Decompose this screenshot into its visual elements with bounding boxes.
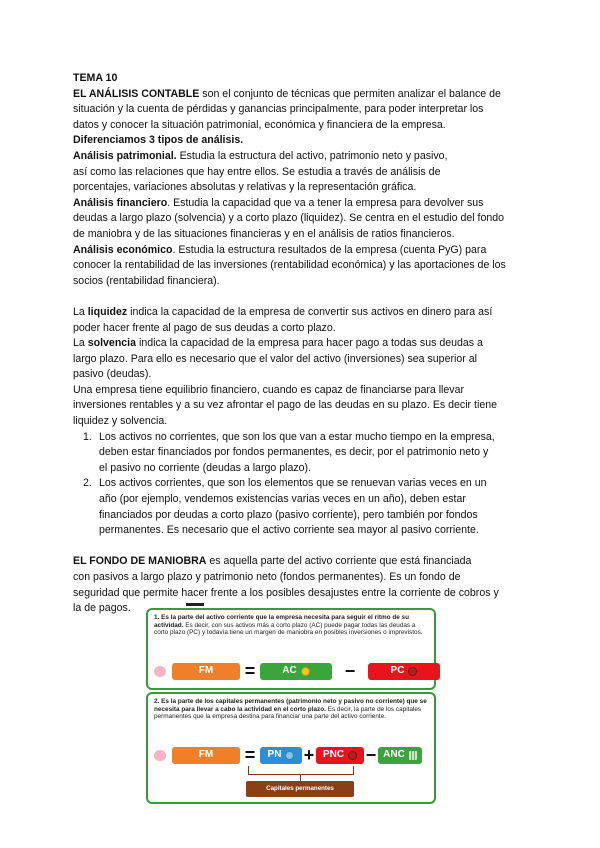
term-analisis-contable: EL ANÁLISIS CONTABLE [73, 87, 200, 100]
fondo-maniobra-figure [146, 606, 440, 805]
term-fondo-maniobra: EL FONDO DE MANIOBRA [73, 555, 207, 568]
plus-sign: + [303, 744, 315, 765]
capitales-brace-stem [300, 774, 301, 781]
piggy-bank-icon [154, 666, 166, 677]
figure-top-mark [186, 603, 204, 606]
ac-pill: AC [260, 663, 332, 680]
list-item: 2. Los activos corrientes, que son los elementos que se renuevan varias veces en un año (por ejemplo, vendemos existencias varias veces en un año), deben estar financiados por deudas a corto plazo (pasivo corriente), pero también por fondos permanentes. Es necesario que el activo corriente sea mayor al pasivo corriente. [83, 477, 487, 537]
fm-pill: FM [172, 747, 240, 764]
anc-pill: ANC [378, 747, 422, 764]
term-analisis-economico: Análisis económico [73, 243, 173, 256]
term-solvencia: solvencia [87, 337, 137, 350]
minus-sign: − [365, 744, 377, 765]
equation-1 [154, 662, 440, 680]
minus-sign: − [344, 660, 356, 681]
equals-sign: = [244, 660, 256, 681]
equals-sign: = [244, 744, 256, 765]
term-liquidez: liquidez [87, 305, 128, 318]
piggy-bank-icon [154, 750, 166, 761]
list-item: 1. Los activos no corrientes, que son los que van a estar mucho tiempo en la empresa, deben estar financiados por fondos permanentes, es decir, por el patrimonio neto y el pasivo no corriente (deudas a largo plazo). [83, 430, 495, 474]
debt-bomb-icon [408, 667, 417, 676]
paragraph-fondo-maniobra: EL FONDO DE MANIOBRA es aquella parte del activo corriente que está financiada con pasivos a largo plazo y patrimonio neto (fondos permanentes). Es un fondo de seguridad que permite hacer frente a los posibles desajustes entre la corriente de cobros y la de pagos. [73, 555, 499, 615]
document-body [73, 71, 529, 617]
debt-bomb-icon [348, 751, 357, 760]
numbered-list [73, 430, 529, 539]
pc-pill: PC [368, 663, 440, 680]
box-2-text: 2. Es la parte de los capitales permanentes (patrimonio neto y pasivo no corriente) que se necesita para llevar a cabo la actividad en el corto plazo. Es decir, la parte de los capitales permanentes que la empresa destina para financiar una parte del activo corriente. [154, 698, 427, 721]
term-analisis-financiero: Análisis financiero [73, 196, 168, 209]
capitales-brace [248, 766, 354, 775]
paragraph-liquidez: La liquidez indica la capacidad de la empresa de convertir sus activos en dinero para así poder hacer frente al pago de sus deudas a corto plazo. [73, 305, 493, 334]
heading-tema: TEMA 10 [73, 72, 118, 84]
figure-box-2 [146, 692, 436, 804]
paragraph-solvencia: La solvencia indica la capacidad de la empresa para hacer pago a todas sus deudas a largo plazo. Para ello es necesario que el valor del activo (inversiones) sea superior al pasivo (deudas). [73, 337, 483, 381]
equation-2 [154, 746, 422, 764]
pnc-pill: PNC [316, 747, 364, 764]
paragraph-analisis-patrimonial: Análisis patrimonial. Estudia la estructura del activo, patrimonio neto y pasivo, así como las relaciones que hay entre ellos. Se estudia a través de análisis de porcentajes, variaciones absolutas y relativas y la representación gráfica. [73, 149, 448, 194]
pn-pill: PN [260, 747, 302, 764]
capitales-permanentes-label: Capitales permanentes [246, 781, 354, 797]
globe-icon [285, 751, 294, 760]
paragraph-equilibrio-financiero: Una empresa tiene equilibrio financiero, cuando es capaz de financiarse para llevar inversiones rentables y a su vez afrontar el pago de las deudas en su plazo. Es decir tiene liquidez y solvencia. [73, 383, 498, 428]
paragraph-analisis-economico: Análisis económico. Estudia la estructura resultados de la empresa (cuenta PyG) para conocer la rentabilidad de las inversiones (rentabilidad económica) y las aportaciones de los socios (rentabilidad financiera). [73, 243, 506, 287]
box-1-text: 1. Es la parte del activo corriente que la empresa necesita para seguir el ritmo de su actividad. Es decir, con sus activos más a corto plazo (AC) puede pagar todas las deudas a corto plazo (PC) y todavía tiene un margen de maniobra en posibles inversiones o imprevistos. [154, 614, 423, 637]
paragraph-analisis-contable: EL ANÁLISIS CONTABLE son el conjunto de técnicas que permiten analizar el balance de situación y la cuenta de pérdidas y ganancias principalmente, para poder interpretar los datos y conocer la situación patrimonial, económica y financiera de la empresa. [73, 87, 501, 131]
coins-icon [301, 667, 310, 676]
heading-tipos-analisis: Diferenciamos 3 tipos de análisis. [73, 134, 244, 147]
paragraph-analisis-financiero: Análisis financiero. Estudia la capacidad que va a tener la empresa para devolver sus deudas a largo plazo (solvencia) y a corto plazo (liquidez). Se centra en el estudio del fondo de maniobra y de las situaciones financieras y en el análisis de ratios financieros. [73, 196, 505, 240]
building-icon [409, 751, 417, 760]
figure-box-1 [146, 608, 436, 690]
term-analisis-patrimonial: Análisis patrimonial. [73, 149, 177, 162]
fm-pill: FM [172, 663, 240, 680]
